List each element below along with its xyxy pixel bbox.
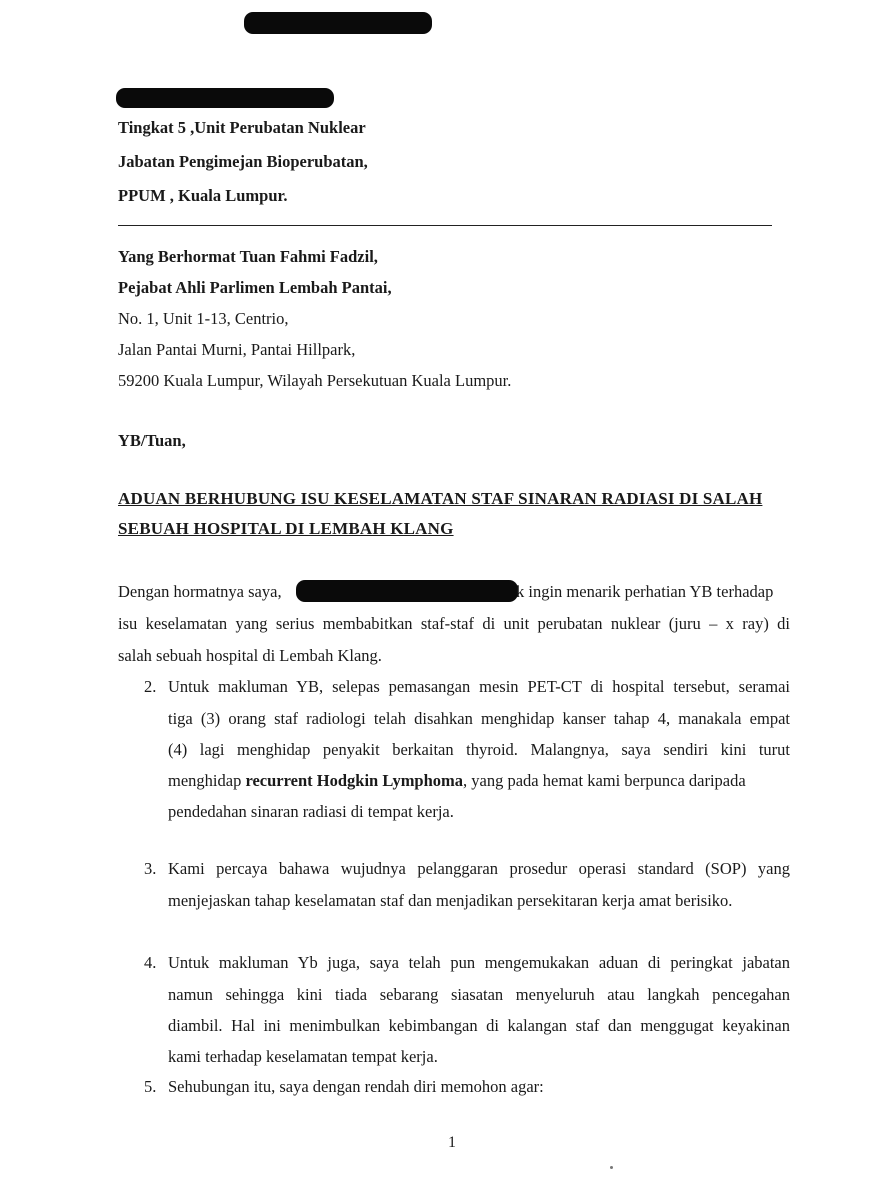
recipient-line-5: 59200 Kuala Lumpur, Wilayah Persekutuan Kuala Lumpur. (118, 371, 512, 390)
redaction-intro-name (296, 580, 518, 602)
paragraph-2-line-3: (4) lagi menghidap penyakit berkaitan thyroid. Malangnya, saya sendiri kini turut (168, 740, 790, 759)
intro-line-2: isu keselamatan yang serius membabitkan staf-staf di unit perubatan nuklear (juru – x ray) di (118, 614, 790, 633)
subject-line-2: SEBUAH HOSPITAL DI LEMBAH KLANG (118, 519, 454, 538)
subject-line-1: ADUAN BERHUBUNG ISU KESELAMATAN STAF SINARAN RADIASI DI SALAH (118, 489, 763, 508)
paragraph-2-line-4 (168, 771, 746, 791)
paragraph-3-number: 3. (144, 859, 157, 878)
sender-line-2: Jabatan Pengimejan Bioperubatan, (118, 152, 368, 171)
intro-line-1-end: k ingin menarik perhatian YB terhadap (516, 582, 774, 601)
scan-speck (610, 1166, 613, 1169)
intro-line-1-start: Dengan hormatnya saya, (118, 582, 282, 601)
paragraph-5-number: 5. (144, 1077, 157, 1096)
redaction-sender-name (116, 88, 334, 108)
paragraph-4-line-3: diambil. Hal ini menimbulkan kebimbangan di kalangan staf dan menggugat keyakinan (168, 1016, 790, 1035)
divider-line (118, 225, 772, 226)
salutation: YB/Tuan, (118, 431, 186, 450)
paragraph-2-number: 2. (144, 677, 157, 696)
recipient-line-2: Pejabat Ahli Parlimen Lembah Pantai, (118, 278, 392, 297)
paragraph-4-number: 4. (144, 953, 157, 972)
paragraph-4-line-4: kami terhadap keselamatan tempat kerja. (168, 1047, 438, 1066)
paragraph-2-line-5: pendedahan sinaran radiasi di tempat kerja. (168, 802, 454, 821)
paragraph-2-line-1: Untuk makluman YB, selepas pemasangan mesin PET-CT di hospital tersebut, seramai (168, 677, 790, 696)
paragraph-3-line-2: menjejaskan tahap keselamatan staf dan menjadikan persekitaran kerja amat berisiko. (168, 891, 733, 910)
paragraph-2-line-2: tiga (3) orang staf radiologi telah disahkan menghidap kanser tahap 4, manakala empat (168, 709, 790, 728)
recipient-line-4: Jalan Pantai Murni, Pantai Hillpark, (118, 340, 356, 359)
intro-line-3: salah sebuah hospital di Lembah Klang. (118, 646, 382, 665)
paragraph-5-line-1: Sehubungan itu, saya dengan rendah diri memohon agar: (168, 1077, 544, 1096)
paragraph-4-line-1: Untuk makluman Yb juga, saya telah pun mengemukakan aduan di peringkat jabatan (168, 953, 790, 972)
redaction-top (244, 12, 432, 34)
paragraph-3-line-1: Kami percaya bahawa wujudnya pelanggaran prosedur operasi standard (SOP) yang (168, 859, 790, 878)
page-number: 1 (448, 1134, 456, 1151)
paragraph-4-line-2: namun sehingga kini tiada sebarang siasatan menyeluruh atau langkah pencegahan (168, 985, 790, 1004)
paragraph-2-line-4-start: menghidap (168, 771, 246, 790)
sender-line-1: Tingkat 5 ,Unit Perubatan Nuklear (118, 118, 366, 137)
recipient-line-1: Yang Berhormat Tuan Fahmi Fadzil, (118, 247, 378, 266)
diagnosis-text: recurrent Hodgkin Lymphoma (245, 771, 464, 790)
recipient-line-3: No. 1, Unit 1-13, Centrio, (118, 309, 289, 328)
sender-line-3: PPUM , Kuala Lumpur. (118, 186, 288, 205)
paragraph-2-line-4-end: , yang pada hemat kami berpunca daripada (463, 771, 746, 790)
